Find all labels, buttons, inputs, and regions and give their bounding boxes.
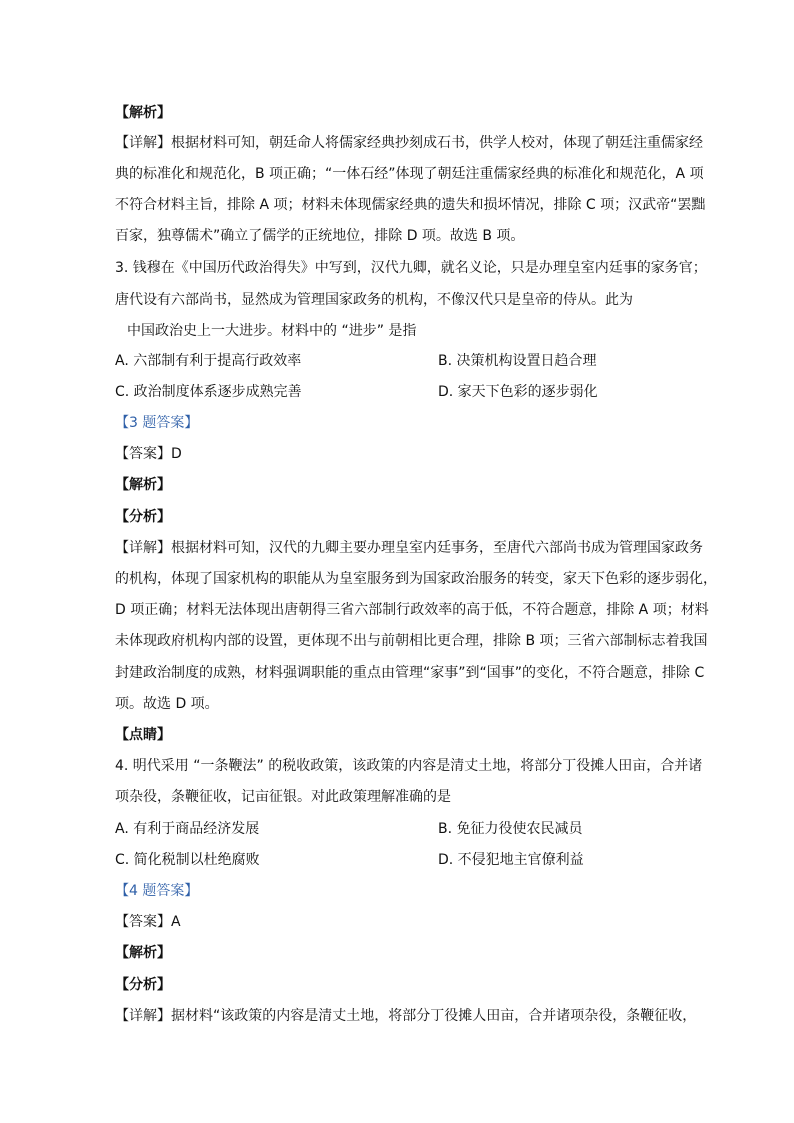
question-3-stem-line: 3. 钱穆在《中国历代政治得失》中写到，汉代九卿，就名义论，只是办理皇室内廷事的家务官； (115, 260, 707, 276)
answer-line: 【答案】A (115, 914, 181, 930)
question-4-answer-heading: 【4 题答案】 (115, 883, 199, 899)
detail-paragraph-line: 未体现政府机构内部的设置，更体现不出与前朝相比更合理，排除 B 项；三省六部制标志着我国 (115, 633, 708, 649)
question-3-answer-heading: 【3 题答案】 (115, 415, 199, 431)
question-4-stem-line: 项杂役，条鞭征收，记亩征银。对此政策理解准确的是 (115, 789, 451, 805)
answer-line: 【答案】D (115, 446, 182, 462)
detail-paragraph-line: 【详解】根据材料可知，汉代的九卿主要办理皇室内廷事务，至唐代六部尚书成为管理国家政务 (115, 540, 703, 556)
analysis-heading: 【解析】 (115, 945, 171, 961)
question-4-option-c: C. 简化税制以杜绝腐败 (115, 852, 260, 868)
question-3-stem-line: 中国政治史上一大进步。材料中的 “进步” 是指 (127, 323, 417, 339)
analysis-subheading: 【分析】 (115, 977, 171, 993)
analysis-heading: 【解析】 (115, 477, 171, 493)
question-4-option-d: D. 不侵犯地主官僚利益 (438, 852, 584, 868)
detail-paragraph-line: 【详解】据材料“该政策的内容是清丈土地，将部分丁役摊人田亩，合并诸项杂役，条鞭征收， (115, 1008, 697, 1024)
detail-paragraph-line: 百家，独尊儒术”确立了儒学的正统地位，排除 D 项。故选 B 项。 (115, 228, 525, 244)
detail-paragraph-line: 项。故选 D 项。 (115, 696, 219, 712)
detail-paragraph-line: 典的标准化和规范化，B 项正确；“一体石经”体现了朝廷注重儒家经典的标准化和规范化，A 项 (115, 166, 704, 182)
detail-paragraph-line: D 项正确；材料无法体现出唐朝得三省六部制行政效率的高于低，不符合题意，排除 A 项；材料 (115, 602, 709, 618)
detail-paragraph-line: 不符合材料主旨，排除 A 项；材料未体现儒家经典的遗失和损坏情况，排除 C 项；汉武帝“罢黜 (115, 197, 706, 213)
question-3-option-a: A. 六部制有利于提高行政效率 (115, 353, 302, 369)
question-3-option-b: B. 决策机构设置日趋合理 (438, 353, 597, 369)
analysis-heading: 【解析】 (115, 105, 171, 121)
tip-heading: 【点睛】 (115, 727, 171, 743)
analysis-subheading: 【分析】 (115, 509, 171, 525)
question-4-option-a: A. 有利于商品经济发展 (115, 821, 260, 837)
detail-paragraph-line: 【详解】根据材料可知，朝廷命人将儒家经典抄刻成石书，供学人校对，体现了朝廷注重儒家经 (115, 135, 703, 151)
detail-paragraph-line: 封建政治制度的成熟，材料强调职能的重点由管理“家事”到“国事”的变化，不符合题意，排除 C (115, 665, 705, 681)
question-3-option-d: D. 家天下色彩的逐步弱化 (438, 384, 598, 400)
detail-paragraph-line: 的机构，体现了国家机构的职能从为皇室服务到为国家政治服务的转变，家天下色彩的逐步弱化， (115, 571, 717, 587)
question-4-stem-line: 4. 明代采用 “一条鞭法” 的税收政策，该政策的内容是清丈土地，将部分丁役摊人田亩，合并诸 (115, 758, 703, 774)
question-3-stem-line: 唐代设有六部尚书，显然成为管理国家政务的机构，不像汉代只是皇帝的侍从。此为 (115, 292, 633, 308)
question-3-option-c: C. 政治制度体系逐步成熟完善 (115, 384, 302, 400)
question-4-option-b: B. 免征力役使农民减员 (438, 821, 583, 837)
